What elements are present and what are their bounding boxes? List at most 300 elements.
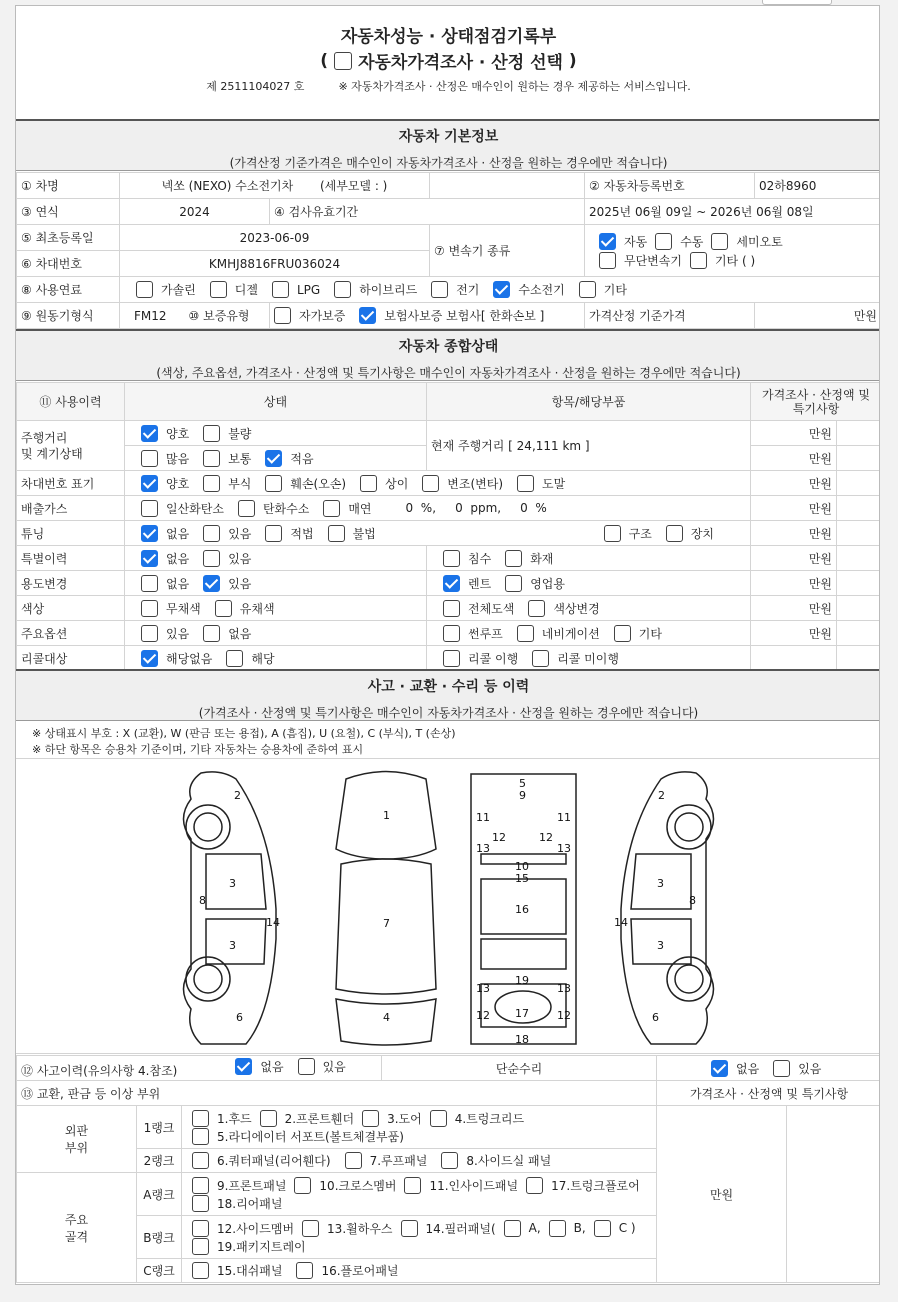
rankB-option-label: 13.휠하우스	[327, 1221, 393, 1236]
diagram-label-2r: 2	[658, 789, 665, 802]
rank1-checkbox[interactable]	[192, 1128, 209, 1145]
optionitem-checkbox[interactable]	[443, 625, 460, 642]
col-state: 상태	[125, 383, 427, 421]
purposeitem-checkbox[interactable]	[505, 575, 522, 592]
specialitem-checkbox[interactable]	[505, 550, 522, 567]
coloritem-option[interactable]	[443, 600, 514, 617]
fuel-option[interactable]	[431, 281, 479, 298]
optionitem-checkbox[interactable]	[517, 625, 534, 642]
purpose-note	[837, 571, 881, 596]
vinmark-checkbox[interactable]	[517, 475, 534, 492]
tuning2-option-label: 장치	[690, 526, 714, 541]
tuning2-option[interactable]	[604, 525, 652, 542]
color-option-label: 유채색	[239, 601, 275, 616]
price-label: 가격산정 기준가격	[585, 303, 755, 329]
fuel-checkbox[interactable]	[493, 281, 510, 298]
tuning-checkbox[interactable]	[141, 525, 158, 542]
recallitem-option[interactable]	[532, 650, 619, 667]
rankC-option-label: 15.대쉬패널	[217, 1264, 283, 1278]
repair-option[interactable]	[711, 1060, 759, 1077]
recallitem-option-label: 리콜 이행	[468, 651, 519, 666]
rank2-option-label: 8.사이드실 패널	[466, 1154, 552, 1168]
rank1-checkbox[interactable]	[192, 1110, 209, 1127]
diagram-label-11: 11	[476, 811, 490, 824]
fuel-option[interactable]	[334, 281, 417, 298]
emission-note	[837, 496, 881, 521]
fuel-option[interactable]	[136, 281, 196, 298]
rankB-option[interactable]	[192, 1220, 294, 1237]
fuel-options	[120, 277, 881, 303]
rank1-option[interactable]	[192, 1128, 404, 1145]
vinmark-checkbox[interactable]	[422, 475, 439, 492]
subtitle-text: 자동차가격조사 · 산정 선택	[358, 53, 563, 73]
trans-option[interactable]	[690, 252, 755, 269]
rankA-checkbox[interactable]	[294, 1177, 311, 1194]
mileage-label: 주행거리 및 계기상태	[17, 421, 125, 471]
header-meta	[16, 78, 880, 94]
price-survey-checkbox[interactable]	[334, 52, 352, 70]
repair-option[interactable]	[773, 1060, 821, 1077]
rank1-checkbox[interactable]	[362, 1110, 379, 1127]
inspect-period: 2025년 06월 09일 ~ 2026년 06월 08일	[585, 199, 881, 225]
right-front-hub	[675, 813, 703, 841]
rank2-option-label: 6.쿼터패널(리어휀다)	[217, 1154, 331, 1168]
detail-model: (세부모델 : )	[319, 179, 388, 193]
color-price: 만원	[751, 596, 837, 621]
col-item: 항목/해당부품	[427, 383, 751, 421]
optionitem-checkbox[interactable]	[614, 625, 631, 642]
tuning2-option[interactable]	[666, 525, 714, 542]
mileage2-option-label: 보통	[228, 451, 252, 466]
purposeitem-checkbox[interactable]	[443, 575, 460, 592]
exchange-price: 만원	[657, 1106, 787, 1283]
trans-checkbox[interactable]	[599, 252, 616, 269]
special-checkbox[interactable]	[141, 550, 158, 567]
history-checkbox[interactable]	[298, 1058, 315, 1075]
emission-checkbox[interactable]	[141, 500, 158, 517]
recallitem-checkbox[interactable]	[532, 650, 549, 667]
mileage2-option[interactable]	[141, 450, 189, 467]
basic-info-title: 자동차 기본정보	[398, 129, 499, 145]
option-option[interactable]	[203, 625, 251, 642]
trans-option[interactable]	[599, 233, 647, 250]
mileage-row1	[125, 421, 427, 446]
vinmark-option[interactable]	[517, 475, 565, 492]
rank2-checkbox[interactable]	[441, 1152, 458, 1169]
vinmark-option[interactable]	[422, 475, 503, 492]
vin: KMHJ8816FRU036024	[120, 251, 430, 277]
history-checkbox[interactable]	[235, 1058, 252, 1075]
tuning2-checkbox[interactable]	[666, 525, 683, 542]
fuel-option[interactable]	[272, 281, 320, 298]
mileage-price-2: 만원	[751, 446, 837, 471]
optionitem-option-label: 썬루프	[468, 626, 503, 641]
special-options	[125, 546, 427, 571]
vinmark-option[interactable]	[265, 475, 346, 492]
rankB-option-label: A,	[528, 1221, 541, 1235]
rankA-option[interactable]	[526, 1177, 640, 1194]
rankB-checkbox[interactable]	[504, 1220, 521, 1237]
special-option[interactable]	[203, 550, 251, 567]
diagram-label-3b: 3	[229, 939, 236, 952]
rankA-checkbox[interactable]	[192, 1177, 209, 1194]
option-items	[427, 621, 751, 646]
first-reg-label: ⑤ 최초등록일	[17, 225, 120, 251]
purpose-option-label: 없음	[166, 576, 190, 591]
warranty-option[interactable]	[359, 307, 544, 324]
color-checkbox[interactable]	[141, 600, 158, 617]
rankB-option-label: C )	[618, 1221, 636, 1235]
fuel-checkbox[interactable]	[136, 281, 153, 298]
purpose-options	[125, 571, 427, 596]
emission-option[interactable]	[141, 500, 224, 517]
trans-checkbox[interactable]	[599, 233, 616, 250]
purpose-checkbox[interactable]	[141, 575, 158, 592]
mileage2-checkbox[interactable]	[141, 450, 158, 467]
specialitem-option-label: 화재	[530, 551, 554, 566]
tuning-checkbox[interactable]	[203, 525, 220, 542]
mileage1-checkbox[interactable]	[203, 425, 220, 442]
mileage2-checkbox[interactable]	[203, 450, 220, 467]
fuel-checkbox[interactable]	[210, 281, 227, 298]
fuel-option[interactable]	[579, 281, 627, 298]
rankB-checkbox[interactable]	[192, 1238, 209, 1255]
recall-checkbox[interactable]	[141, 650, 158, 667]
tuning-checkbox[interactable]	[265, 525, 282, 542]
left-front-hub	[194, 813, 222, 841]
rankB-option-label: B,	[573, 1221, 586, 1235]
purposeitem-option[interactable]	[443, 575, 491, 592]
mileage2-option[interactable]	[203, 450, 251, 467]
rank1-option-label: 3.도어	[387, 1111, 422, 1126]
vinmark-checkbox[interactable]	[265, 475, 282, 492]
tuning2-option-label: 구조	[628, 526, 652, 541]
history-label-cell	[17, 1056, 382, 1081]
special-checkbox[interactable]	[203, 550, 220, 567]
coloritem-option[interactable]	[528, 600, 599, 617]
purposeitem-option[interactable]	[505, 575, 565, 592]
rankA-option[interactable]	[192, 1195, 282, 1212]
rank1-checkbox[interactable]	[430, 1110, 447, 1127]
year-label: ③ 연식	[17, 199, 120, 225]
rankB-option[interactable]	[594, 1220, 636, 1237]
rank2-checkbox[interactable]	[345, 1152, 362, 1169]
rankC-checkbox[interactable]	[192, 1262, 209, 1279]
diagram-label-6r: 6	[652, 1011, 659, 1024]
specialitem-option[interactable]	[505, 550, 553, 567]
tuning-option[interactable]	[265, 525, 313, 542]
fuel-option[interactable]	[493, 281, 564, 298]
rankA-checkbox[interactable]	[526, 1177, 543, 1194]
diagram-label-3: 3	[229, 877, 236, 890]
option-checkbox[interactable]	[141, 625, 158, 642]
vinmark-option-label: 변조(변타)	[447, 476, 504, 491]
mileage1-option[interactable]	[203, 425, 251, 442]
warranty-checkbox[interactable]	[359, 307, 376, 324]
vinmark-option-label: 도말	[542, 476, 566, 491]
emission-label: 배출가스	[17, 496, 125, 521]
mileage-note-1	[837, 421, 881, 446]
special-option-label: 없음	[166, 551, 190, 566]
fuel-label: ⑧ 사용연료	[17, 277, 120, 303]
engine: FM12	[134, 309, 167, 323]
fuel-checkbox[interactable]	[334, 281, 351, 298]
tuning-option-label: 불법	[352, 526, 376, 541]
option-option[interactable]	[141, 625, 189, 642]
rank1-option-label: 5.라디에이터 서포트(볼트체결부품)	[217, 1129, 404, 1144]
rankB-option[interactable]	[302, 1220, 392, 1237]
emission-checkbox[interactable]	[323, 500, 340, 517]
purpose-option-label: 있음	[228, 576, 252, 591]
doc-number: 제 2511104027 호	[206, 80, 305, 93]
rank1-option[interactable]	[430, 1110, 524, 1127]
recall-price	[751, 646, 837, 671]
rankB-checkbox[interactable]	[401, 1220, 418, 1237]
rankB-option[interactable]	[549, 1220, 586, 1237]
color-checkbox[interactable]	[215, 600, 232, 617]
fuel-option-label: 수소전기	[518, 283, 565, 297]
diagram-label-13d: 13	[557, 982, 571, 995]
diagram-label-13: 13	[476, 842, 490, 855]
fuel-checkbox[interactable]	[272, 281, 289, 298]
vinmark-option-label: 부식	[228, 476, 252, 491]
rankB-option-label: 14.필러패널(	[425, 1221, 496, 1236]
warranty-checkbox[interactable]	[274, 307, 291, 324]
accident-subtitle: (가격조사 · 산정액 및 특기사항은 매수인이 자동차가격조사 · 산정을 원하는 경우에만 적습니다)	[198, 706, 699, 720]
tuning-option-label: 있음	[228, 526, 252, 541]
rankB-options	[182, 1216, 657, 1259]
vinmark-checkbox[interactable]	[203, 475, 220, 492]
engine-label: ⑨ 원동기형식	[17, 303, 120, 329]
vin-mark-options	[125, 471, 751, 496]
repair-checkbox[interactable]	[711, 1060, 728, 1077]
purposeitem-option-label: 렌트	[468, 576, 492, 591]
coloritem-checkbox[interactable]	[528, 600, 545, 617]
trans-checkbox[interactable]	[655, 233, 672, 250]
diagram-label-15: 15	[515, 872, 529, 885]
rankA-option[interactable]	[294, 1177, 396, 1194]
right-rear-hub	[675, 965, 703, 993]
color-option[interactable]	[215, 600, 275, 617]
rank1-option[interactable]	[260, 1110, 354, 1127]
rank2-option[interactable]	[441, 1152, 551, 1169]
purpose-checkbox[interactable]	[203, 575, 220, 592]
repair-checkbox[interactable]	[773, 1060, 790, 1077]
status-symbol-note: ※ 상태표시 부호 : X (교환), W (판금 또는 용접), A (흠집), U (요철), C (부식), T (손상)	[32, 727, 456, 740]
diagram-label-4: 4	[383, 1011, 390, 1024]
mileage1-option[interactable]	[141, 425, 189, 442]
special-option[interactable]	[141, 550, 189, 567]
mileage-price-1: 만원	[751, 421, 837, 446]
car-name-cell	[120, 173, 430, 199]
fuel-checkbox[interactable]	[431, 281, 448, 298]
warranty-options	[270, 303, 585, 329]
mileage1-checkbox[interactable]	[141, 425, 158, 442]
trans-option[interactable]	[655, 233, 703, 250]
document-subtitle	[16, 48, 880, 73]
inspection-record-page	[15, 5, 880, 1285]
tuning-option[interactable]	[203, 525, 251, 542]
reg-no: 02하8960	[755, 173, 881, 199]
recallitem-checkbox[interactable]	[443, 650, 460, 667]
color-option[interactable]	[141, 600, 201, 617]
mileage2-option[interactable]	[265, 450, 313, 467]
year: 2024	[120, 199, 270, 225]
vinmark-checkbox[interactable]	[141, 475, 158, 492]
car-name: 넥쏘 (NEXO) 수소전기차	[161, 179, 294, 193]
history-option[interactable]	[298, 1058, 346, 1075]
rankA-option[interactable]	[404, 1177, 518, 1194]
emission-checkbox[interactable]	[238, 500, 255, 517]
recallitem-option[interactable]	[443, 650, 518, 667]
rankA-option-label: 17.트렁크플로어	[551, 1178, 640, 1193]
emission-option[interactable]	[238, 500, 309, 517]
service-notice: ※ 자동차가격조사 · 산정은 매수인이 원하는 경우 제공하는 서비스입니다.	[338, 80, 691, 93]
rankA-checkbox[interactable]	[404, 1177, 421, 1194]
trans-label: ⑦ 변속기 종류	[430, 225, 585, 277]
recall-option[interactable]	[226, 650, 274, 667]
rank2-option[interactable]	[192, 1152, 331, 1169]
fuel-option[interactable]	[210, 281, 258, 298]
optionitem-option[interactable]	[517, 625, 600, 642]
mileage1-option-label: 양호	[166, 426, 190, 441]
rank2-label: 2랭크	[137, 1149, 182, 1173]
vehicle-diagram	[16, 758, 880, 1054]
rank1-option-label: 4.트렁크리드	[454, 1111, 525, 1126]
vinmark-option-label: 상이	[385, 476, 409, 491]
vin-mark-note	[837, 471, 881, 496]
rank1-option[interactable]	[362, 1110, 422, 1127]
subtitle-open-paren: (	[320, 50, 329, 71]
purpose-items	[427, 571, 751, 596]
engine-cell	[120, 303, 270, 329]
special-note	[837, 546, 881, 571]
diagram-label-10: 10	[515, 860, 529, 873]
vinmark-option[interactable]	[360, 475, 408, 492]
rankB-checkbox[interactable]	[594, 1220, 611, 1237]
vin-mark-label: 차대번호 표기	[17, 471, 125, 496]
warranty-option[interactable]	[274, 307, 345, 324]
specialitem-option-label: 침수	[468, 551, 492, 566]
tuning2-checkbox[interactable]	[604, 525, 621, 542]
rankC-checkbox[interactable]	[296, 1262, 313, 1279]
option-options	[125, 621, 427, 646]
diagram-label-11b: 11	[557, 811, 571, 824]
rankB-option[interactable]	[192, 1238, 306, 1255]
specialitem-option[interactable]	[443, 550, 491, 567]
diagram-label-14r: 14	[614, 916, 628, 929]
mileage-note-2	[837, 446, 881, 471]
rankB-checkbox[interactable]	[302, 1220, 319, 1237]
emission-option[interactable]	[323, 500, 371, 517]
rank2-option[interactable]	[345, 1152, 428, 1169]
special-items	[427, 546, 751, 571]
vinmark-option-label: 양호	[166, 476, 190, 491]
vin-label: ⑥ 차대번호	[17, 251, 120, 277]
trans-option[interactable]	[711, 233, 782, 250]
diagram-label-12: 12	[492, 831, 506, 844]
vinmark-option[interactable]	[141, 475, 189, 492]
repair-option-label: 있음	[798, 1061, 822, 1076]
rankB-option[interactable]	[401, 1220, 496, 1237]
tuning-price: 만원	[751, 521, 837, 546]
rankA-checkbox[interactable]	[192, 1195, 209, 1212]
left-side-body	[184, 772, 277, 1044]
fuel-checkbox[interactable]	[579, 281, 596, 298]
warranty-label: ⑩ 보증유형	[188, 309, 250, 323]
tuning-option[interactable]	[328, 525, 376, 542]
rankC-option-label: 16.플로어패널	[321, 1264, 399, 1278]
status-section-header	[16, 329, 880, 381]
accident-title: 사고 · 교환 · 수리 등 이력	[367, 679, 530, 695]
vinmark-checkbox[interactable]	[360, 475, 377, 492]
rankB-checkbox[interactable]	[192, 1220, 209, 1237]
tuning-note	[837, 521, 881, 546]
fuel-option-label: 하이브리드	[359, 283, 418, 297]
color-option-label: 무채색	[166, 601, 201, 616]
emission-option-label: 매연	[348, 501, 372, 516]
diagram-label-5: 5	[519, 777, 526, 790]
tuning-option[interactable]	[141, 525, 189, 542]
rank1-checkbox[interactable]	[260, 1110, 277, 1127]
vinmark-option[interactable]	[203, 475, 251, 492]
frame-label: 주요 골격	[17, 1173, 137, 1283]
rankB-checkbox[interactable]	[549, 1220, 566, 1237]
emission-values: 0 %, 0 ppm, 0 %	[405, 501, 547, 515]
warranty-option-label: 보험사보증 보험사[ 한화손보 ]	[384, 309, 545, 323]
emission-option-label: 일산화탄소	[166, 501, 224, 516]
status-table	[16, 382, 880, 671]
tuning-checkbox[interactable]	[328, 525, 345, 542]
warranty-option-label: 자가보증	[299, 309, 346, 323]
optionitem-option-label: 기타	[638, 626, 662, 641]
rank1-option[interactable]	[192, 1110, 252, 1127]
rankC-option[interactable]	[192, 1262, 282, 1279]
diagram-label-7: 7	[383, 917, 390, 930]
rank2-checkbox[interactable]	[192, 1152, 209, 1169]
rank2-option-label: 7.루프패널	[369, 1154, 428, 1168]
mileage1-option-label: 불량	[228, 426, 252, 441]
specialitem-checkbox[interactable]	[443, 550, 460, 567]
optionitem-option[interactable]	[614, 625, 662, 642]
option-checkbox[interactable]	[203, 625, 220, 642]
history-option[interactable]	[235, 1058, 283, 1075]
rankC-option[interactable]	[296, 1262, 398, 1279]
diagram-label-12d: 12	[557, 1009, 571, 1022]
status-title: 자동차 종합상태	[398, 339, 499, 355]
rankB-option[interactable]	[504, 1220, 541, 1237]
mileage2-checkbox[interactable]	[265, 450, 282, 467]
recall-option[interactable]	[141, 650, 212, 667]
purpose-option[interactable]	[141, 575, 189, 592]
left-front-wheel	[186, 805, 230, 849]
purpose-label: 용도변경	[17, 571, 125, 596]
col-price: 가격조사 · 산정액 및 특기사항	[751, 383, 881, 421]
recallitem-option-label: 리콜 미이행	[557, 651, 619, 666]
trans-checkbox[interactable]	[690, 252, 707, 269]
emission-option-label: 탄화수소	[262, 501, 310, 516]
rankA-option[interactable]	[192, 1177, 286, 1194]
coloritem-checkbox[interactable]	[443, 600, 460, 617]
purpose-option[interactable]	[203, 575, 251, 592]
trans-option-label: 기타 ( )	[714, 253, 756, 268]
trans-option[interactable]	[599, 252, 682, 269]
rankA-option-label: 9.프론트패널	[217, 1178, 287, 1193]
recall-checkbox[interactable]	[226, 650, 243, 667]
optionitem-option[interactable]	[443, 625, 503, 642]
trans-option-label: 무단변속기	[624, 253, 682, 268]
trans-checkbox[interactable]	[711, 233, 728, 250]
